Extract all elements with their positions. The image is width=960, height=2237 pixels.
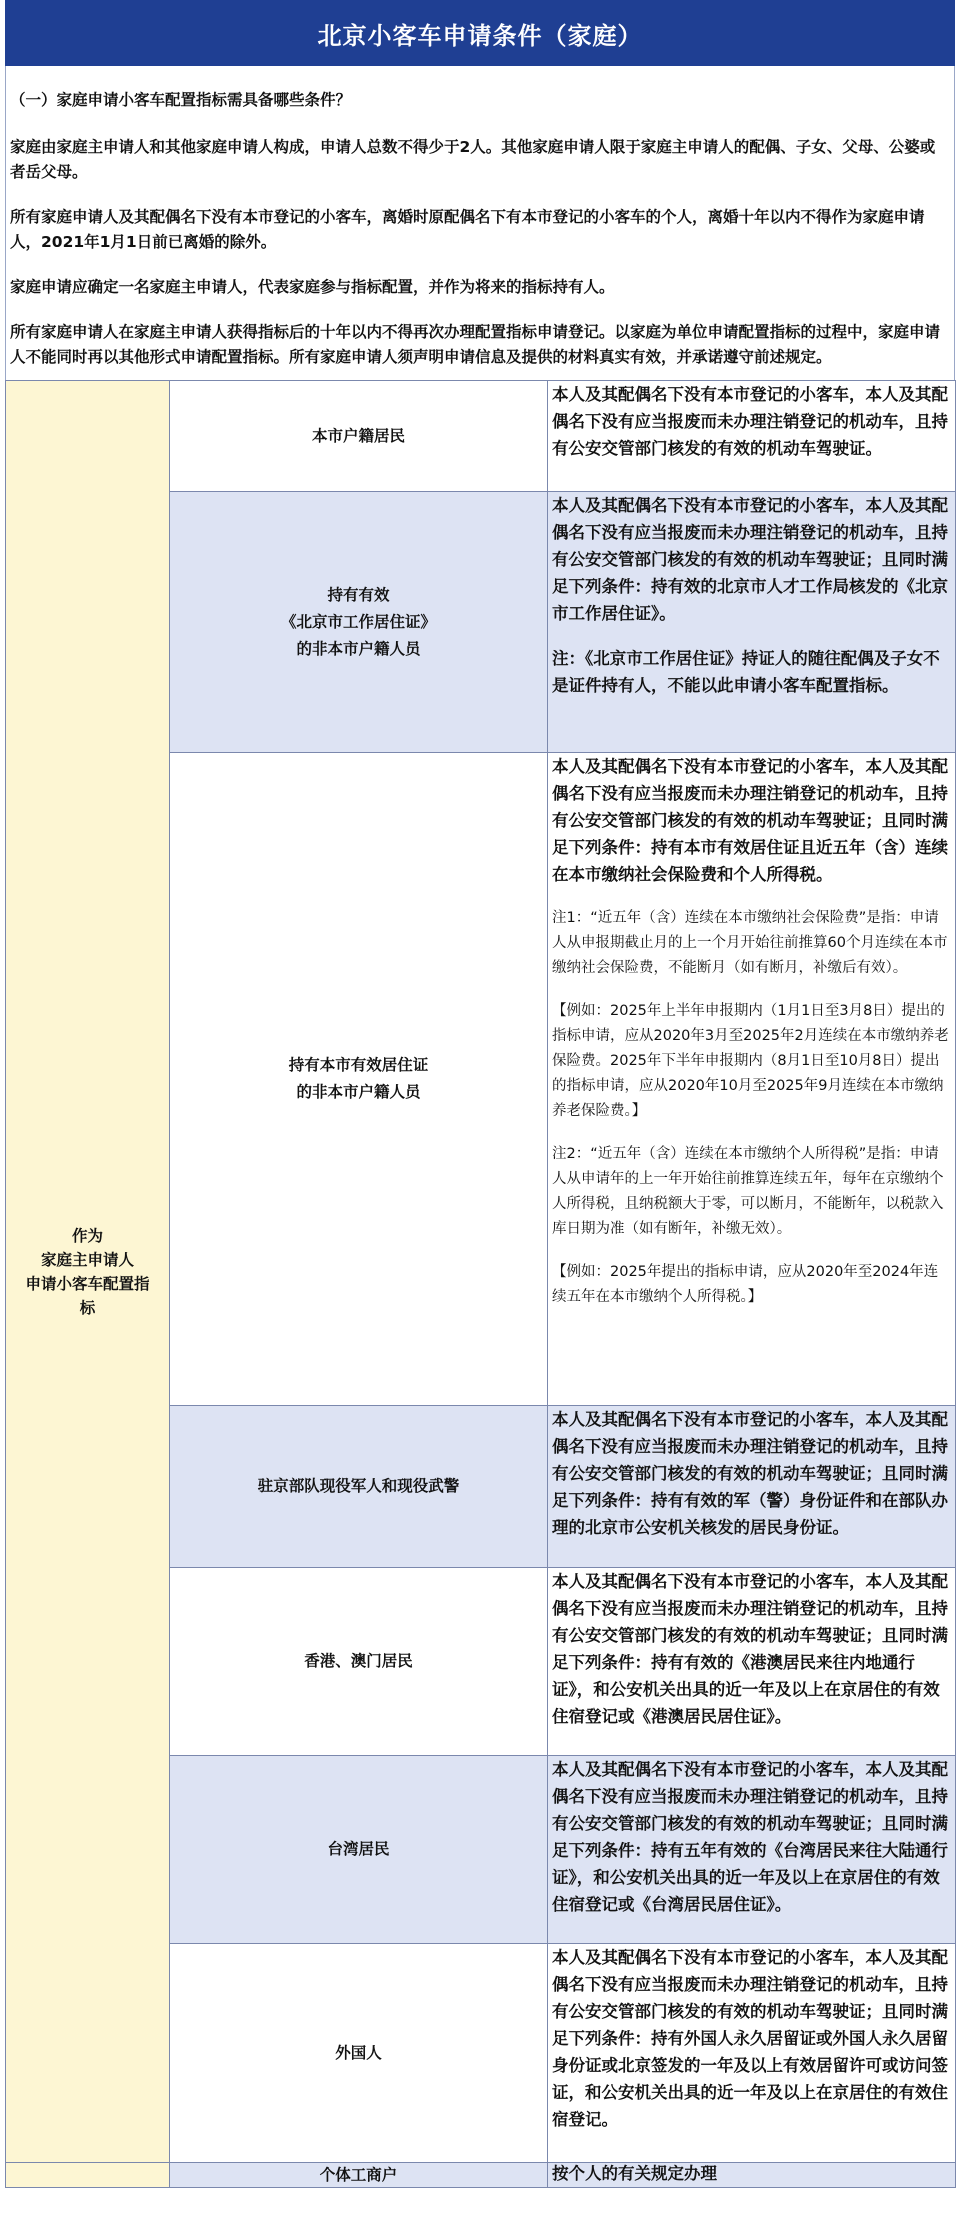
category-cell: 外国人 [170, 1944, 548, 2163]
intro-paragraph: 家庭由家庭主申请人和其他家庭申请人构成，申请人总数不得少于2人。其他家庭申请人限于家庭主申请人的配偶、子女、父母、公婆或者岳父母。 [10, 138, 936, 181]
condition-note: 注：《北京市工作居住证》持证人的随往配偶及子女不是证件持有人，不能以此申请小客车配置指标。 [552, 649, 940, 695]
role-cell [6, 2163, 170, 2188]
role-cell: 作为 家庭主申请人 申请小客车配置指 标 [6, 381, 170, 2163]
condition-cell: 本人及其配偶名下没有本市登记的小客车，本人及其配偶名下没有应当报废而未办理注销登记的机动车，且持有公安交管部门核发的有效的机动车驾驶证；且同时满足下列条件：持有有效的《港澳居民来往内地通行证》，和公安机关出具的近一年及以上在京居住的有效住宿登记或《港澳居民居住证》。 [548, 1568, 956, 1756]
page [5, 0, 955, 2188]
intro-paragraph: 家庭申请应确定一名家庭主申请人，代表家庭参与指标配置，并作为将来的指标持有人。 [10, 278, 615, 296]
category-cell: 持有有效 《北京市工作居住证》 的非本市户籍人员 [170, 492, 548, 753]
conditions-table [5, 380, 956, 2188]
condition-cell: 本人及其配偶名下没有本市登记的小客车，本人及其配偶名下没有应当报废而未办理注销登记的机动车，且持有公安交管部门核发的有效的机动车驾驶证；且同时满足下列条件：持有五年有效的《台湾居民来往大陆通行证》，和公安机关出具的近一年及以上在京居住的有效住宿登记或《台湾居民居住证》。 [548, 1756, 956, 1944]
intro-paragraph: 所有家庭申请人在家庭主申请人获得指标后的十年以内不得再次办理配置指标申请登记。以家庭为单位申请配置指标的过程中，家庭申请人不能同时再以其他形式申请配置指标。所有家庭申请人须声明申请信息及提供的材料真实有效，并承诺遵守前述规定。 [10, 323, 941, 366]
condition-example: 【例如：2025年提出的指标申请，应从2020年至2024年连续五年在本市缴纳个人所得税。】 [552, 1264, 939, 1305]
condition-cell: 本人及其配偶名下没有本市登记的小客车，本人及其配偶名下没有应当报废而未办理注销登记的机动车，且持有公安交管部门核发的有效的机动车驾驶证；且同时满足下列条件：持有外国人永久居留证或外国人永久居留身份证或北京签发的一年及以上有效居留许可或访问签证，和公安机关出具的近一年及以上在京居住的有效住宿登记。 [548, 1944, 956, 2163]
category-cell: 台湾居民 [170, 1756, 548, 1944]
intro-paragraph: 所有家庭申请人及其配偶名下没有本市登记的小客车，离婚时原配偶名下有本市登记的小客车的个人，离婚十年以内不得作为家庭申请人，2021年1月1日前已离婚的除外。 [10, 208, 925, 251]
category-cell: 个体工商户 [170, 2163, 548, 2188]
intro-question: （一）家庭申请小客车配置指标需具备哪些条件？ [10, 91, 352, 109]
condition-cell: 本人及其配偶名下没有本市登记的小客车，本人及其配偶名下没有应当报废而未办理注销登记的机动车，且持有公安交管部门核发的有效的机动车驾驶证。 [548, 381, 956, 492]
page-title: 北京小客车申请条件（家庭） [5, 0, 955, 66]
condition-cell: 本人及其配偶名下没有本市登记的小客车，本人及其配偶名下没有应当报废而未办理注销登记的机动车，且持有公安交管部门核发的有效的机动车驾驶证；且同时满足下列条件：持有本市有效居住证且近五年（含）连续在本市缴纳社会保险费和个人所得税。 注1：“近五年（含）连续在本市缴纳社会保险费”是指：申请人从申报期截止月的上一个月开始往前推算60个月连续在本市缴纳社会保险费，不能断月（如有断月，补缴后有效）。 【例如：2025年上半年申报期内（1月1日至3月8日）提出的指标申请，应从2020年3月至2025年2月连续在本市缴纳养老保险费。2025年下半年申报期内（8月1日至10月8日）提出的指标申请，应从2020年10月至2025年9月连续在本市缴纳养老保险费。】 注2：“近五年（含）连续在本市缴纳个人所得税”是指：申请人从申请年的上一年开始往前推算连续五年，每年在京缴纳个人所得税，且纳税额大于零，可以断月，不能断年，以税款入库日期为准（如有断年，补缴无效）。 【例如：2025年提出的指标申请，应从2020年至2024年连续五年在本市缴纳个人所得税。】 [548, 753, 956, 1406]
condition-note: 注2：“近五年（含）连续在本市缴纳个人所得税”是指：申请人从申请年的上一年开始往前推算连续五年，每年在京缴纳个人所得税，且纳税额大于零，可以断月，不能断年，以税款入库日期为准（如有断年，补缴无效）。 [552, 1146, 944, 1237]
table-row [6, 381, 956, 492]
category-cell: 本市户籍居民 [170, 381, 548, 492]
category-cell: 香港、澳门居民 [170, 1568, 548, 1756]
category-cell: 驻京部队现役军人和现役武警 [170, 1406, 548, 1568]
condition-cell: 按个人的有关规定办理 [548, 2163, 956, 2188]
condition-cell: 本人及其配偶名下没有本市登记的小客车，本人及其配偶名下没有应当报废而未办理注销登记的机动车，且持有公安交管部门核发的有效的机动车驾驶证；且同时满足下列条件：持有有效的军（警）身份证件和在部队办理的北京市公安机关核发的居民身份证。 [548, 1406, 956, 1568]
condition-cell: 本人及其配偶名下没有本市登记的小客车，本人及其配偶名下没有应当报废而未办理注销登记的机动车，且持有公安交管部门核发的有效的机动车驾驶证；且同时满足下列条件：持有效的北京市人才工作局核发的《北京市工作居住证》。 注：《北京市工作居住证》持证人的随往配偶及子女不是证件持有人，不能以此申请小客车配置指标。 [548, 492, 956, 753]
table-row [6, 2163, 956, 2188]
condition-note: 注1：“近五年（含）连续在本市缴纳社会保险费”是指：申请人从申报期截止月的上一个月开始往前推算60个月连续在本市缴纳社会保险费，不能断月（如有断月，补缴后有效）。 [552, 910, 948, 976]
category-cell: 持有本市有效居住证 的非本市户籍人员 [170, 753, 548, 1406]
condition-example: 【例如：2025年上半年申报期内（1月1日至3月8日）提出的指标申请，应从2020年3月至2025年2月连续在本市缴纳养老保险费。2025年下半年申报期内（8月1日至10月8日）提出的指标申请，应从2020年10月至2025年9月连续在本市缴纳养老保险费。】 [552, 1003, 949, 1119]
intro-section [5, 66, 955, 380]
